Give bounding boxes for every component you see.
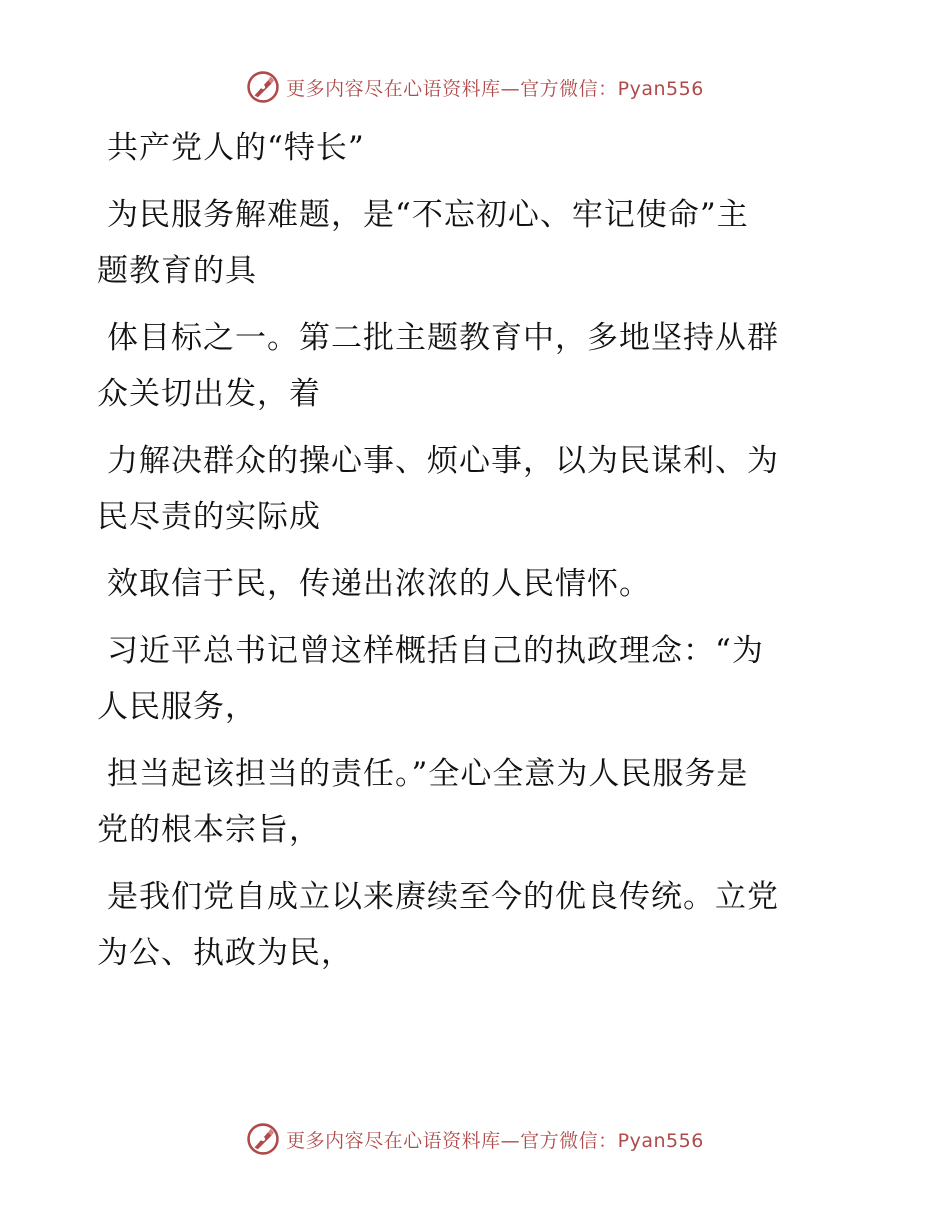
text-line: 是我们党自成立以来赓续至今的优良传统。立党 [107, 879, 779, 915]
text-line: 效取信于民，传递出浓浓的人民情怀。 [107, 566, 651, 602]
paragraph-gap [97, 858, 837, 869]
footer-watermark-text: 更多内容尽在心语资料库—官方微信：Pyan556 [286, 1129, 704, 1152]
text-line: 为公、执政为民， [97, 935, 353, 971]
text-line: 民尽责的实际成 [97, 499, 321, 535]
paragraph-gap [97, 612, 837, 623]
text-line: 党的根本宗旨， [97, 812, 321, 848]
pen-logo-icon [246, 1122, 280, 1156]
footer-watermark [0, 1122, 950, 1156]
text-line: 共产党人的“特长” [107, 130, 365, 166]
paragraph-gap [97, 422, 837, 433]
paragraph-gap [97, 299, 837, 310]
text-line: 习近平总书记曾这样概括自己的执政理念：“为 [107, 633, 764, 669]
pen-logo-icon [246, 70, 280, 104]
text-line: 力解决群众的操心事、烦心事，以为民谋利、为 [107, 443, 779, 479]
text-line: 众关切出发，着 [97, 376, 321, 412]
paragraph-gap [97, 735, 837, 746]
text-line: 体目标之一。第二批主题教育中，多地坚持从群 [107, 320, 779, 356]
text-line: 为民服务解难题，是“不忘初心、牢记使命”主 [107, 197, 749, 233]
header-watermark [0, 70, 950, 104]
document-body [97, 120, 837, 981]
text-line: 题教育的具 [97, 253, 257, 289]
paragraph-gap [97, 545, 837, 556]
text-line: 担当起该担当的责任。”全心全意为人民服务是 [107, 756, 749, 792]
header-watermark-text: 更多内容尽在心语资料库—官方微信：Pyan556 [286, 77, 704, 100]
paragraph-gap [97, 176, 837, 187]
text-line: 人民服务， [97, 689, 257, 725]
